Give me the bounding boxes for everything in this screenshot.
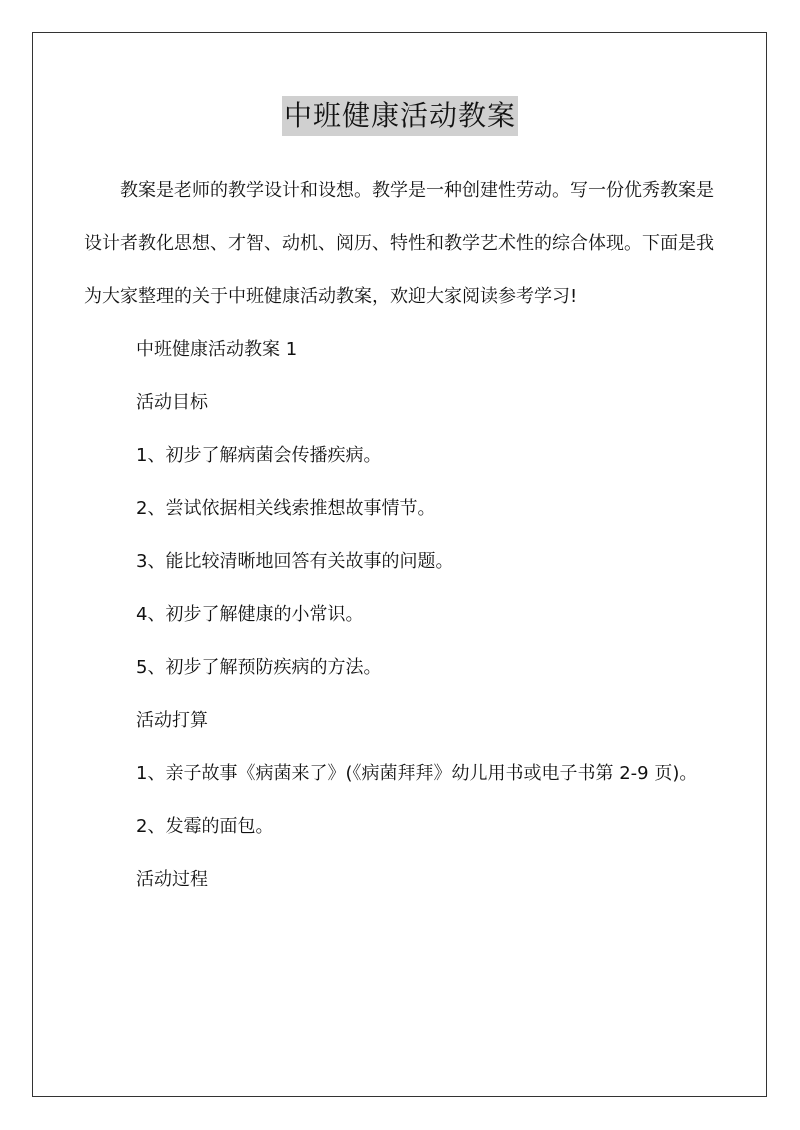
process-heading: 活动过程 xyxy=(136,869,208,890)
goal-item: 3、能比较清晰地回答有关故事的问题。 xyxy=(136,551,454,572)
title-container xyxy=(0,96,800,136)
prep-item: 1、亲子故事《病菌来了》(《病菌拜拜》幼儿用书或电子书第 2-9 页)。 xyxy=(136,763,698,784)
goal-item: 2、尝试依据相关线索推想故事情节。 xyxy=(136,498,436,519)
section-title: 中班健康活动教案 1 xyxy=(136,339,298,360)
prep-item: 2、发霉的面包。 xyxy=(136,816,274,837)
goal-item: 5、初步了解预防疾病的方法。 xyxy=(136,657,382,678)
goals-heading: 活动目标 xyxy=(136,392,208,413)
document-title: 中班健康活动教案 xyxy=(282,96,518,136)
goal-item: 1、初步了解病菌会传播疾病。 xyxy=(136,445,382,466)
goal-item: 4、初步了解健康的小常识。 xyxy=(136,604,364,625)
document-body xyxy=(84,164,719,906)
prep-heading: 活动打算 xyxy=(136,710,208,731)
intro-paragraph: 教案是老师的教学设计和设想。教学是一种创建性劳动。写一份优秀教案是设计者教化思想、才智、动机、阅历、特性和教学艺术性的综合体现。下面是我为大家整理的关于中班健康活动教案，欢迎大家阅读参考学习! xyxy=(84,180,714,307)
